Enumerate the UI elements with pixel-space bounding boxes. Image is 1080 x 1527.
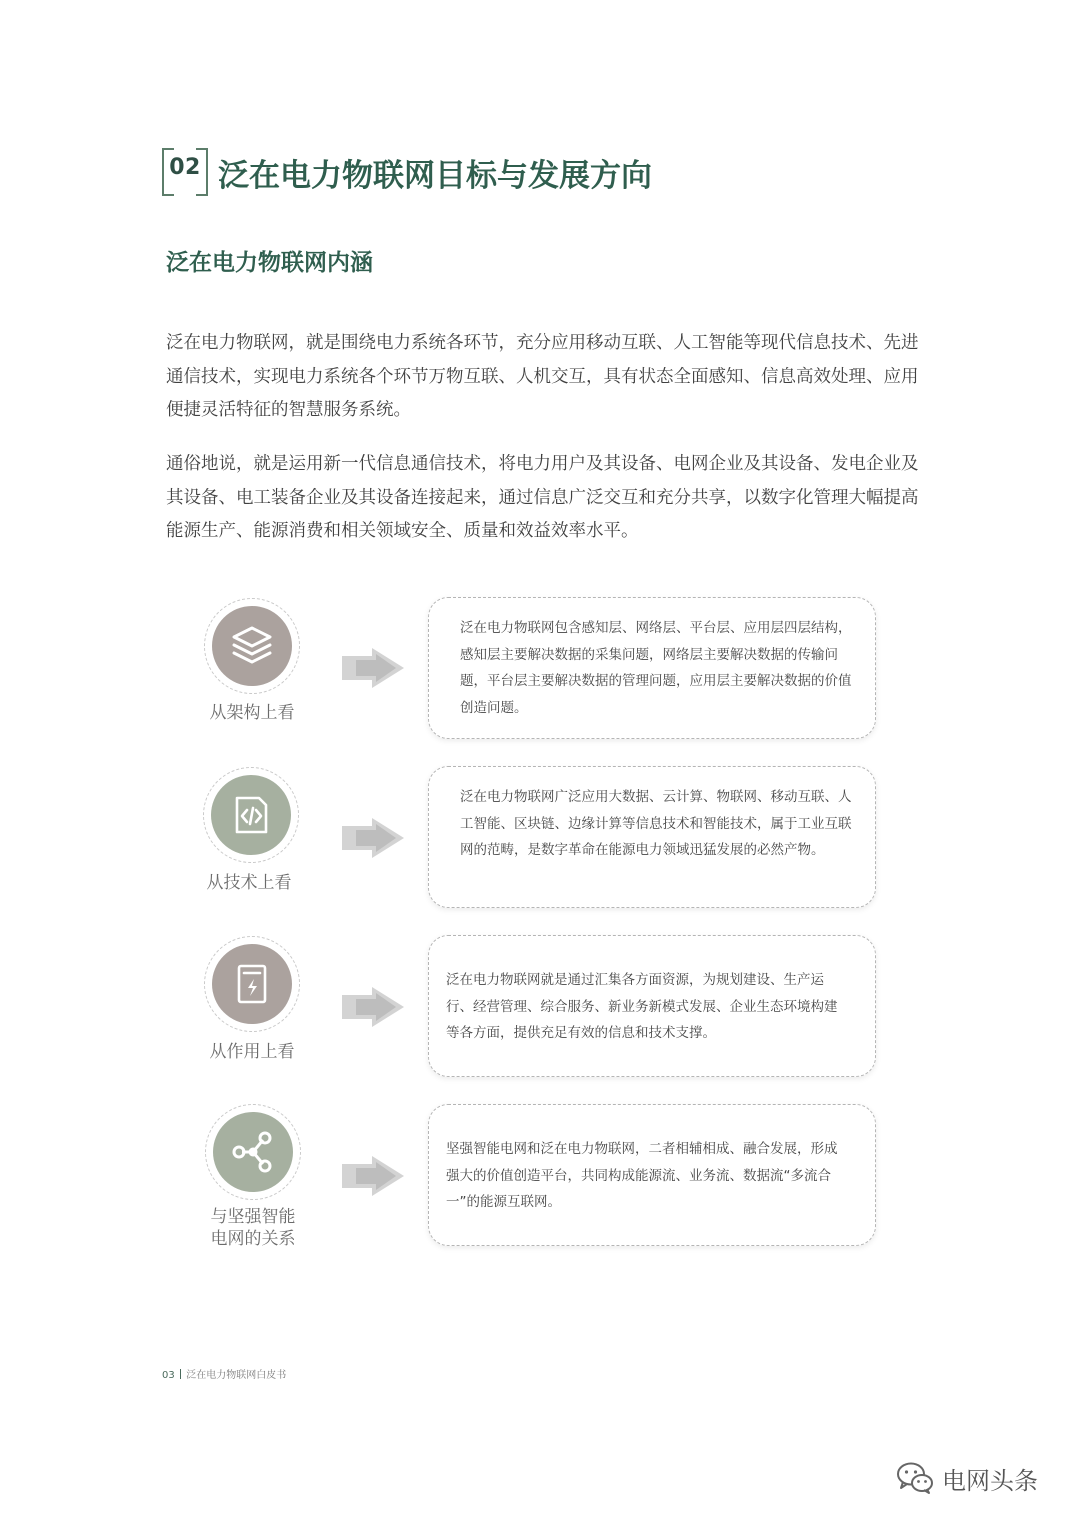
section-number: 02 xyxy=(169,155,201,180)
watermark xyxy=(896,1460,1038,1496)
card-function xyxy=(428,935,876,1077)
item-technology xyxy=(203,767,299,863)
power-device-icon xyxy=(229,961,275,1007)
page-number: 03 xyxy=(162,1370,175,1381)
item-label-function: 从作用上看 xyxy=(209,1042,295,1062)
card-technology xyxy=(428,766,876,908)
card-text-technology: 泛在电力物联网广泛应用大数据、云计算、物联网、移动互联、人工智能、区块链、边缘计算等信息技术和智能技术，属于工业互联网的范畴，是数字革命在能源电力领域迅猛发展的必然产物。 xyxy=(460,789,852,858)
item-relationship xyxy=(205,1104,301,1200)
icon-circle xyxy=(204,598,300,694)
code-icon xyxy=(228,792,274,838)
arrow-right-icon xyxy=(342,987,404,1027)
card-text-relationship: 坚强智能电网和泛在电力物联网，二者相辅相成、融合发展，形成强大的价值创造平台，共同构成能源流、业务流、数据流“多流合一”的能源互联网。 xyxy=(446,1141,838,1210)
item-label-technology: 从技术上看 xyxy=(206,873,292,893)
item-function xyxy=(204,936,300,1032)
item-label-architecture: 从架构上看 xyxy=(209,703,295,723)
card-text-architecture: 泛在电力物联网包含感知层、网络层、平台层、应用层四层结构，感知层主要解决数据的采集问题，网络层主要解决数据的传输问题，平台层主要解决数据的管理问题，应用层主要解决数据的价值创造问题。 xyxy=(460,620,852,716)
section-title: 泛在电力物联网目标与发展方向 xyxy=(218,158,652,194)
page-footer xyxy=(162,1366,286,1381)
arrow-right-icon xyxy=(342,818,404,858)
layers-icon xyxy=(228,622,276,670)
paragraph-definition: 泛在电力物联网，就是围绕电力系统各环节，充分应用移动互联、人工智能等现代信息技术、先进通信技术，实现电力系统各个环节万物互联、人机交互，具有状态全面感知、信息高效处理、应用便捷灵活特征的智慧服务系统。 xyxy=(166,333,919,420)
wechat-icon xyxy=(896,1461,934,1495)
card-relationship xyxy=(428,1104,876,1246)
watermark-text: 电网头条 xyxy=(942,1466,1038,1495)
icon-circle xyxy=(204,936,300,1032)
card-architecture xyxy=(428,597,876,739)
subsection-title: 泛在电力物联网内涵 xyxy=(166,250,373,276)
network-nodes-icon xyxy=(229,1128,277,1176)
item-label-relationship: 与坚强智能电网的关系 xyxy=(210,1207,296,1249)
item-architecture xyxy=(204,598,300,694)
arrow-right-icon xyxy=(342,648,404,688)
icon-circle xyxy=(205,1104,301,1200)
arrow-right-icon xyxy=(342,1156,404,1196)
section-number-box xyxy=(162,148,208,192)
footer-doc-title: 泛在电力物联网白皮书 xyxy=(186,1370,287,1381)
icon-circle xyxy=(203,767,299,863)
card-text-function: 泛在电力物联网就是通过汇集各方面资源，为规划建设、生产运行、经营管理、综合服务、新业务新模式发展、企业生态环境构建等各方面，提供充足有效的信息和技术支撑。 xyxy=(446,972,838,1041)
paragraph-plain-explanation: 通俗地说，就是运用新一代信息通信技术，将电力用户及其设备、电网企业及其设备、发电企业及其设备、电工装备企业及其设备连接起来，通过信息广泛交互和充分共享，以数字化管理大幅提高能源生产、能源消费和相关领域安全、质量和效益效率水平。 xyxy=(166,454,919,541)
